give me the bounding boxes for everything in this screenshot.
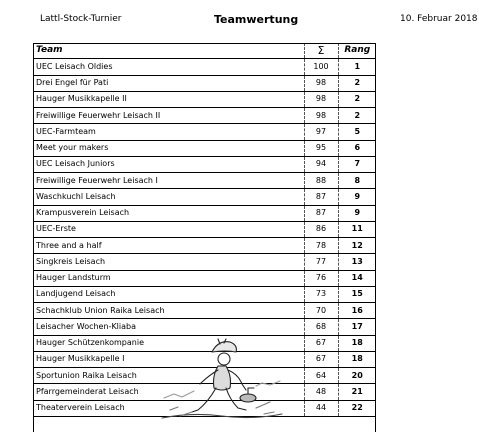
score-cell: 64 xyxy=(304,368,338,384)
event-date: 10. Februar 2018 xyxy=(400,14,478,24)
score-cell: 76 xyxy=(304,270,338,286)
table-row xyxy=(33,254,376,270)
team-name-cell: UEC Leisach Oldies xyxy=(33,59,304,75)
column-header-team: Team xyxy=(33,43,304,59)
table-row xyxy=(33,238,376,254)
rank-cell: 14 xyxy=(338,270,376,286)
table-row xyxy=(33,303,376,319)
score-cell: 100 xyxy=(304,59,338,75)
score-cell: 68 xyxy=(304,319,338,335)
table-header-row xyxy=(33,43,376,59)
score-cell: 97 xyxy=(304,124,338,140)
table-row xyxy=(33,270,376,286)
table-row xyxy=(33,156,376,172)
team-name-cell: Schachklub Union Raika Leisach xyxy=(33,303,304,319)
rank-cell: 12 xyxy=(338,238,376,254)
rank-cell: 20 xyxy=(338,368,376,384)
table-row xyxy=(33,205,376,221)
team-name-cell: Sportunion Raika Leisach xyxy=(33,368,304,384)
table-row xyxy=(33,124,376,140)
score-cell: 95 xyxy=(304,140,338,156)
stock-sport-clipart-icon xyxy=(160,338,284,428)
rank-cell: 2 xyxy=(338,91,376,107)
rank-cell: 2 xyxy=(338,108,376,124)
rank-cell: 7 xyxy=(338,156,376,172)
page-title: Teamwertung xyxy=(214,13,299,26)
team-name-cell: Hauger Landsturm xyxy=(33,270,304,286)
team-name-cell: Drei Engel für Pati xyxy=(33,75,304,91)
rank-cell: 15 xyxy=(338,286,376,302)
column-header-sum: Σ xyxy=(304,43,338,59)
team-name-cell: Krampusverein Leisach xyxy=(33,205,304,221)
rank-cell: 1 xyxy=(338,59,376,75)
team-name-cell: Three and a half xyxy=(33,238,304,254)
table-row xyxy=(33,286,376,302)
table-row xyxy=(33,108,376,124)
rank-cell: 2 xyxy=(338,75,376,91)
table-row xyxy=(33,91,376,107)
rank-cell: 18 xyxy=(338,335,376,351)
score-cell: 87 xyxy=(304,205,338,221)
score-cell: 67 xyxy=(304,335,338,351)
rank-cell: 5 xyxy=(338,124,376,140)
table-row xyxy=(33,189,376,205)
table-row xyxy=(33,59,376,75)
team-name-cell: Theaterverein Leisach xyxy=(33,400,304,416)
team-name-cell: Leisacher Wochen-Kliaba xyxy=(33,319,304,335)
score-cell: 94 xyxy=(304,156,338,172)
table-row xyxy=(33,319,376,335)
team-name-cell: Waschkuchl Leisach xyxy=(33,189,304,205)
rank-cell: 18 xyxy=(338,351,376,367)
table-row xyxy=(33,173,376,189)
rank-cell: 16 xyxy=(338,303,376,319)
rank-cell: 6 xyxy=(338,140,376,156)
team-name-cell: Meet your makers xyxy=(33,140,304,156)
rank-cell: 8 xyxy=(338,173,376,189)
tournament-name: Lattl-Stock-Turnier xyxy=(40,14,122,24)
score-cell: 48 xyxy=(304,384,338,400)
column-header-rang: Rang xyxy=(338,43,376,59)
team-name-cell: Hauger Musikkapelle I xyxy=(33,351,304,367)
rank-cell: 17 xyxy=(338,319,376,335)
rank-cell: 13 xyxy=(338,254,376,270)
team-name-cell: UEC-Erste xyxy=(33,221,304,237)
score-cell: 98 xyxy=(304,91,338,107)
score-cell: 77 xyxy=(304,254,338,270)
score-cell: 86 xyxy=(304,221,338,237)
score-cell: 98 xyxy=(304,75,338,91)
score-cell: 88 xyxy=(304,173,338,189)
table-row xyxy=(33,221,376,237)
score-cell: 78 xyxy=(304,238,338,254)
team-name-cell: Freiwillige Feuerwehr Leisach II xyxy=(33,108,304,124)
team-name-cell: Hauger Musikkapelle II xyxy=(33,91,304,107)
score-cell: 70 xyxy=(304,303,338,319)
score-cell: 98 xyxy=(304,108,338,124)
team-name-cell: Landjugend Leisach xyxy=(33,286,304,302)
rank-cell: 9 xyxy=(338,205,376,221)
team-name-cell: Freiwillige Feuerwehr Leisach I xyxy=(33,173,304,189)
team-name-cell: Singkreis Leisach xyxy=(33,254,304,270)
rank-cell: 21 xyxy=(338,384,376,400)
table-row xyxy=(33,75,376,91)
score-cell: 73 xyxy=(304,286,338,302)
team-name-cell: Pfarrgemeinderat Leisach xyxy=(33,384,304,400)
rank-cell: 11 xyxy=(338,221,376,237)
team-name-cell: UEC Leisach Juniors xyxy=(33,156,304,172)
team-name-cell: UEC-Farmteam xyxy=(33,124,304,140)
score-cell: 87 xyxy=(304,189,338,205)
score-cell: 67 xyxy=(304,351,338,367)
score-cell: 44 xyxy=(304,400,338,416)
table-row xyxy=(33,140,376,156)
rank-cell: 22 xyxy=(338,400,376,416)
team-name-cell: Hauger Schützenkompanie xyxy=(33,335,304,351)
rank-cell: 9 xyxy=(338,189,376,205)
